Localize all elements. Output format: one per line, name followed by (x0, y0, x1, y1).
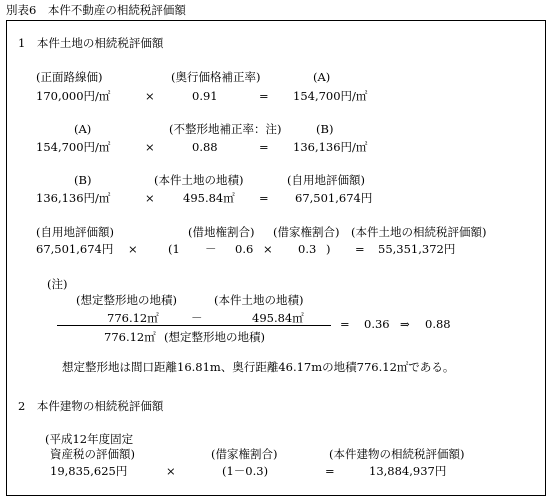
note-label-1: (想定整形地の地積) (76, 293, 177, 307)
r4-op-1: × (128, 242, 138, 256)
r2-label-1: (A) (74, 122, 92, 136)
r3-label-1: (B) (74, 173, 92, 187)
r4-label-1: (自用地評価額) (36, 225, 114, 239)
s2-value-2: (1－0.3) (222, 464, 269, 478)
r1-op-1: × (145, 89, 155, 103)
r4-eq: = (355, 242, 365, 256)
r3-label-3: (自用地評価額) (287, 173, 365, 187)
r4-label-3: (借家権割合) (273, 225, 340, 239)
note-eq: = (340, 317, 350, 331)
r3-value-3: 67,501,674円 (295, 191, 373, 205)
note-label: (注) (47, 277, 68, 291)
note-sentence: 想定整形地は間口距離16.81m、奥行距離46.17mの地積776.12㎡である。 (62, 360, 455, 374)
s2-value-3: 13,884,937円 (369, 464, 447, 478)
r1-label-2: (奥行価格補正率) (171, 70, 261, 84)
r2-label-3: (B) (316, 122, 334, 136)
s2-label-3: (本件建物の相続税評価額) (329, 447, 465, 461)
s2-label-1a: (平成12年度固定 (45, 432, 134, 446)
page-title: 別表6 本件不動産の相続税評価額 (6, 3, 186, 17)
s2-eq: = (325, 464, 335, 478)
s2-label-1b: 資産税の評価額) (50, 447, 135, 461)
r3-value-1: 136,136円/㎡ (36, 191, 111, 205)
note-denominator: 776.12㎡ (104, 330, 156, 344)
r4-paren-close: ) (326, 242, 331, 256)
r3-eq: = (259, 191, 269, 205)
r2-eq: = (259, 140, 269, 154)
s2-value-1: 19,835,625円 (50, 464, 128, 478)
r2-op-1: × (145, 140, 155, 154)
r4-value-4: 55,351,372円 (378, 242, 456, 256)
r4-value-3: 0.3 (298, 242, 317, 256)
r1-value-1: 170,000円/㎡ (36, 89, 111, 103)
note-numerator-1: 776.12㎡ (107, 311, 159, 325)
note-denominator-label: (想定整形地の地積) (164, 330, 265, 344)
r3-value-2: 495.84㎡ (183, 191, 235, 205)
note-label-2: (本件土地の地積) (214, 293, 304, 307)
note-result-2: 0.88 (425, 317, 451, 331)
section-2-heading: 2 本件建物の相続税評価額 (18, 399, 164, 413)
note-arrow: ⇒ (400, 317, 410, 331)
r4-label-2: (借地権割合) (188, 225, 255, 239)
r3-label-2: (本件土地の地積) (154, 173, 244, 187)
r2-value-3: 136,136円/㎡ (293, 140, 368, 154)
r4-op-3: × (263, 242, 273, 256)
r4-paren-open: (1 (168, 242, 180, 256)
s2-op-1: × (166, 464, 176, 478)
r2-value-2: 0.88 (192, 140, 218, 154)
section-1-heading: 1 本件土地の相続税評価額 (18, 36, 164, 50)
r1-label-3: (A) (313, 70, 331, 84)
note-result-1: 0.36 (364, 317, 390, 331)
r1-value-2: 0.91 (192, 89, 218, 103)
r4-label-4: (本件土地の相続税評価額) (351, 225, 487, 239)
r4-value-2: 0.6 (235, 242, 254, 256)
fraction-bar (57, 325, 331, 326)
r1-value-3: 154,700円/㎡ (293, 89, 368, 103)
s2-label-2: (借家権割合) (211, 447, 278, 461)
r2-label-2: (不整形地補正率：注) (169, 122, 282, 136)
r4-value-1: 67,501,674円 (36, 242, 114, 256)
r1-eq: = (259, 89, 269, 103)
note-numerator-2: 495.84㎡ (252, 311, 304, 325)
r2-value-1: 154,700円/㎡ (36, 140, 111, 154)
note-numerator-op: － (191, 311, 203, 325)
r1-label-1: (正面路線価) (36, 70, 103, 84)
r4-op-2: － (205, 242, 217, 256)
r3-op-1: × (145, 191, 155, 205)
